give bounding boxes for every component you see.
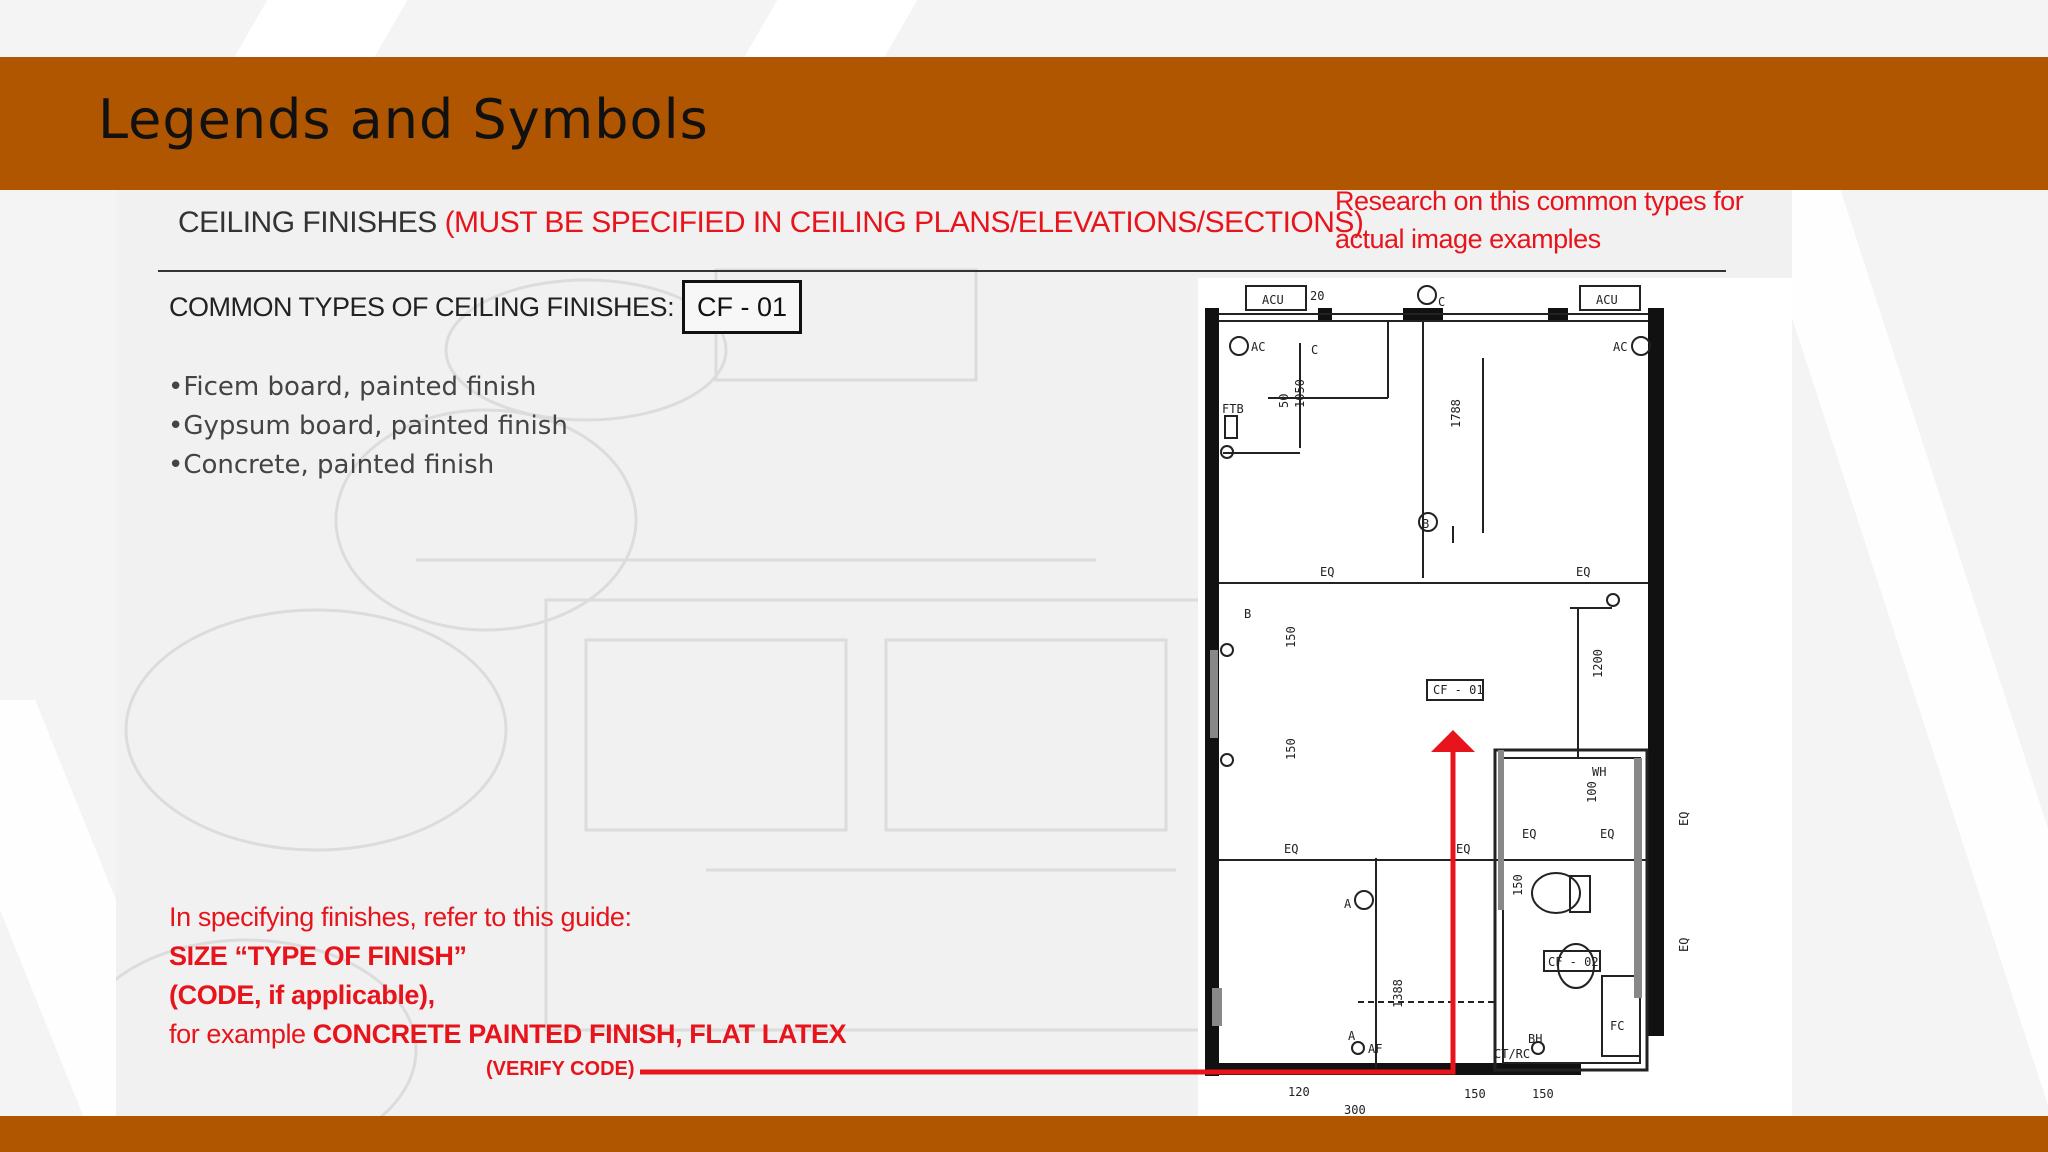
label-eq: EQ	[1456, 842, 1471, 856]
label-dim-300: 300	[1344, 1103, 1366, 1116]
label-b-left: B	[1244, 607, 1252, 621]
guide-example: for example CONCRETE PAINTED FINISH, FLAT LATEX	[169, 1019, 847, 1049]
label-dim-150: 150	[1284, 738, 1298, 760]
slide-content-image	[116, 190, 1792, 1116]
finish-code-box: CF - 01	[682, 280, 802, 334]
list-item: •Concrete, painted finish	[168, 450, 495, 480]
label-cf02: CF - 02	[1548, 955, 1599, 969]
light-symbol-top	[1418, 286, 1436, 304]
ac-symbol-left	[1230, 337, 1248, 355]
label-dim-1050: 1050	[1293, 379, 1307, 408]
ftb-box	[1225, 416, 1237, 438]
slide-title: Legends and Symbols	[98, 88, 709, 151]
guide-line-size: SIZE “TYPE OF FINISH”	[169, 941, 467, 971]
guide-line-code: (CODE, if applicable),	[169, 980, 435, 1010]
finish-list	[168, 368, 568, 485]
label-eq-side: EQ	[1677, 811, 1691, 826]
label-ac-right: AC	[1613, 340, 1628, 354]
research-note: Research on this common types for actual image examples	[1335, 190, 1744, 254]
toilet-fixture	[1532, 873, 1580, 913]
label-af: AF	[1368, 1042, 1383, 1056]
common-types-label: COMMON TYPES OF CEILING FINISHES:	[169, 292, 675, 322]
hatched-wall	[1210, 650, 1218, 738]
label-eq: EQ	[1320, 565, 1335, 579]
label-eq: EQ	[1522, 827, 1537, 841]
label-acu-right: ACU	[1596, 293, 1618, 307]
ceiling-finishes-heading: CEILING FINISHES (MUST BE SPECIFIED IN CEILING PLANS/ELEVATIONS/SECTIONS)	[178, 206, 1364, 239]
label-c-left: C	[1311, 343, 1319, 357]
label-fc: FC	[1610, 1019, 1625, 1033]
label-ac-left: AC	[1251, 340, 1266, 354]
label-ctrc: CT/RC	[1494, 1047, 1531, 1061]
label-acu-left: ACU	[1262, 293, 1284, 307]
label-wh: WH	[1592, 765, 1607, 779]
ceiling-plan-drawing	[1198, 278, 1792, 1116]
label-a: A	[1344, 897, 1352, 911]
background-chevron	[743, 0, 918, 60]
background-chevron	[233, 0, 408, 60]
label-cf01: CF - 01	[1433, 683, 1484, 697]
label-eq: EQ	[1576, 565, 1591, 579]
label-dim-150: 150	[1532, 1087, 1554, 1101]
wall-right	[1648, 308, 1664, 1036]
list-item: •Gypsum board, painted finish	[168, 411, 568, 441]
label-dim-120: 120	[1288, 1085, 1310, 1099]
label-bh: BH	[1528, 1032, 1543, 1046]
guide-intro: In specifying finishes, refer to this guide:	[169, 902, 632, 932]
label-dim-1388: 1388	[1391, 979, 1405, 1008]
ceiling-plan-svg	[1198, 278, 1792, 1116]
heading-divider	[158, 270, 1726, 272]
label-a-low: A	[1348, 1029, 1356, 1043]
label-eq: EQ	[1600, 827, 1615, 841]
ac-symbol-right	[1632, 337, 1650, 355]
light-symbol-a	[1355, 891, 1373, 909]
label-dim-150: 150	[1511, 874, 1525, 896]
label-dim-100: 100	[1585, 781, 1599, 803]
verify-code-label: (VERIFY CODE)	[486, 1058, 635, 1080]
label-dim-1200: 1200	[1591, 649, 1605, 678]
label-dim-20: 20	[1310, 289, 1325, 303]
label-dim-150: 150	[1284, 626, 1298, 648]
label-ftb: FTB	[1222, 402, 1244, 416]
label-dim-50: 50	[1277, 393, 1291, 408]
footer-band	[0, 1116, 2048, 1152]
label-c-top: C	[1438, 295, 1446, 309]
label-dim-1788: 1788	[1449, 399, 1463, 428]
list-item: •Ficem board, painted finish	[168, 372, 537, 402]
label-b-center: B	[1422, 517, 1430, 531]
specification-guide	[169, 898, 846, 1054]
background-chevron	[1751, 190, 2048, 1110]
label-eq-side: EQ	[1677, 937, 1691, 952]
label-eq: EQ	[1284, 842, 1299, 856]
label-dim-150: 150	[1464, 1087, 1486, 1101]
